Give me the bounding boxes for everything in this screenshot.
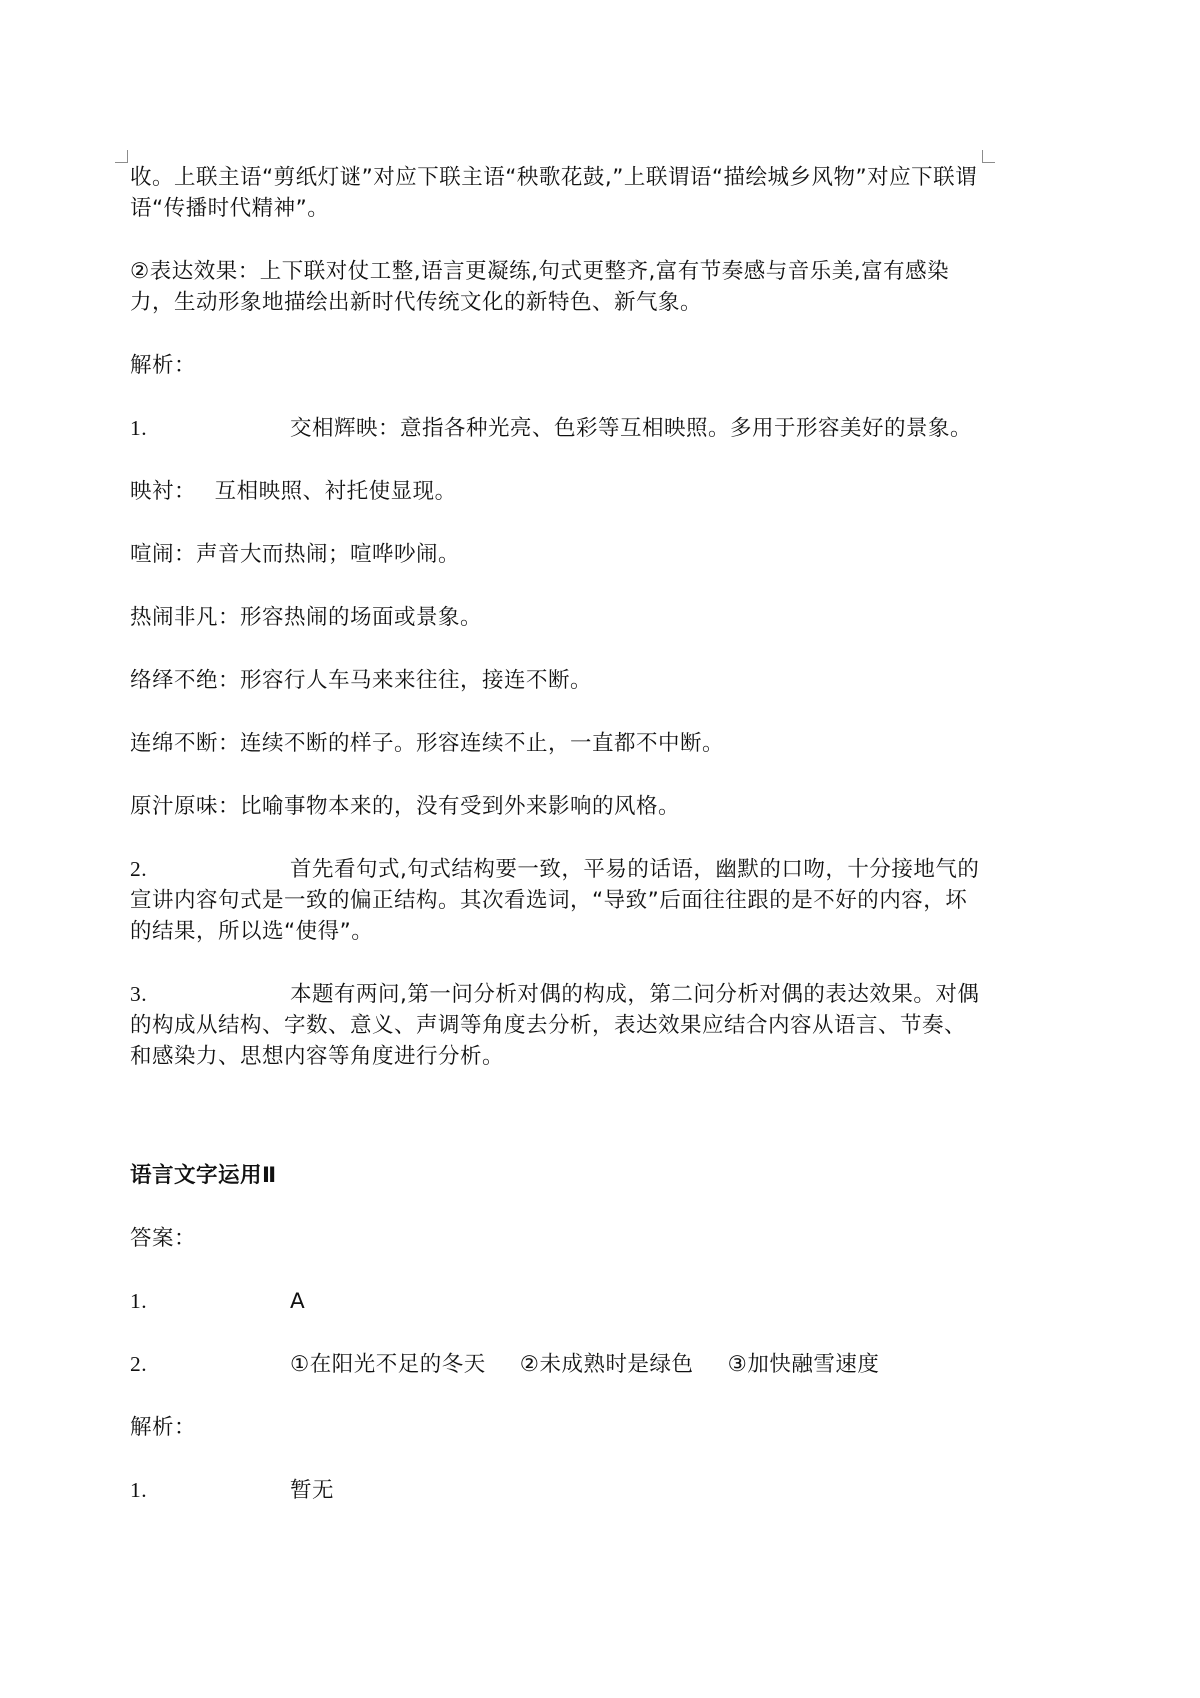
analysis-item-text: 交相辉映：意指各种光亮、色彩等互相映照。多用于形容美好的景象。: [290, 416, 973, 441]
analysis-item-1: [130, 413, 980, 444]
crop-mark-top-right: [982, 150, 995, 163]
analysis-label: 解析：: [130, 1415, 197, 1440]
definition-line: 热闹非凡：形容热闹的场面或景象。: [130, 605, 483, 630]
analysis-label: 解析：: [130, 353, 197, 378]
analysis-item-number: 2.: [130, 857, 148, 881]
definition-line: 络绎不绝：形容行人车马来来往往，接连不断。: [130, 668, 593, 693]
definition-line: 喧闹：声音大而热闹；喧哗吵闹。: [130, 542, 461, 567]
analysis-item-text: 本题有两问,第一问分析对偶的构成，第二问分析对偶的表达效果。对偶的构成从结构、字数、意义、声调等角度去分析，表达效果应结合内容从语言、节奏、和感染力、思想内容等角度进行分析。: [130, 982, 980, 1069]
effect-paragraph: ②表达效果：上下联对仗工整,语言更凝练,句式更整齐,富有节奏感与音乐美,富有感染力，生动形象地描绘出新时代传统文化的新特色、新气象。: [130, 259, 950, 315]
analysis-item-2: [130, 854, 980, 947]
analysis-item-3: [130, 979, 980, 1072]
answer-item-text: [290, 1286, 305, 1317]
answer-part: ②未成熟时是绿色: [519, 1352, 694, 1377]
section-heading: 语言文字运用Ⅱ: [130, 1163, 277, 1188]
definition-line: 连绵不断：连续不断的样子。形容连续不止，一直都不中断。: [130, 731, 725, 756]
answer-item-number: 2.: [130, 1352, 148, 1376]
analysis-final-item: [130, 1475, 980, 1506]
answer-item-2: [130, 1349, 980, 1380]
analysis-item-number: 1.: [130, 1478, 148, 1502]
answer-item-number: 1.: [130, 1289, 148, 1313]
answer-item-text: [290, 1349, 879, 1380]
definition-line: 原汁原味：比喻事物本来的，没有受到外来影响的风格。: [130, 794, 681, 819]
answer-part: A: [290, 1289, 306, 1314]
definition-line: 映衬： 互相映照、衬托使显现。: [130, 479, 457, 504]
crop-mark-top-left: [115, 150, 128, 163]
analysis-item-text: 暂无: [290, 1478, 335, 1503]
answer-item-1: [130, 1286, 980, 1317]
analysis-item-number: 1.: [130, 416, 148, 440]
answer-label: 答案：: [130, 1226, 197, 1251]
answer-part: ③加快融雪速度: [727, 1352, 880, 1377]
top-paragraph: 收。上联主语“剪纸灯谜”对应下联主语“秧歌花鼓,”上联谓语“描绘城乡风物”对应下联谓语“传播时代精神”。: [130, 165, 978, 221]
analysis-item-text: 首先看句式,句式结构要一致，平易的话语，幽默的口吻，十分接地气的宣讲内容句式是一致的偏正结构。其次看选词，“导致”后面往往跟的是不好的内容，坏的结果，所以选“使得”。: [130, 857, 980, 944]
answer-part: ①在阳光不足的冬天: [290, 1352, 486, 1377]
document-body: [130, 162, 980, 1506]
analysis-item-number: 3.: [130, 982, 148, 1006]
